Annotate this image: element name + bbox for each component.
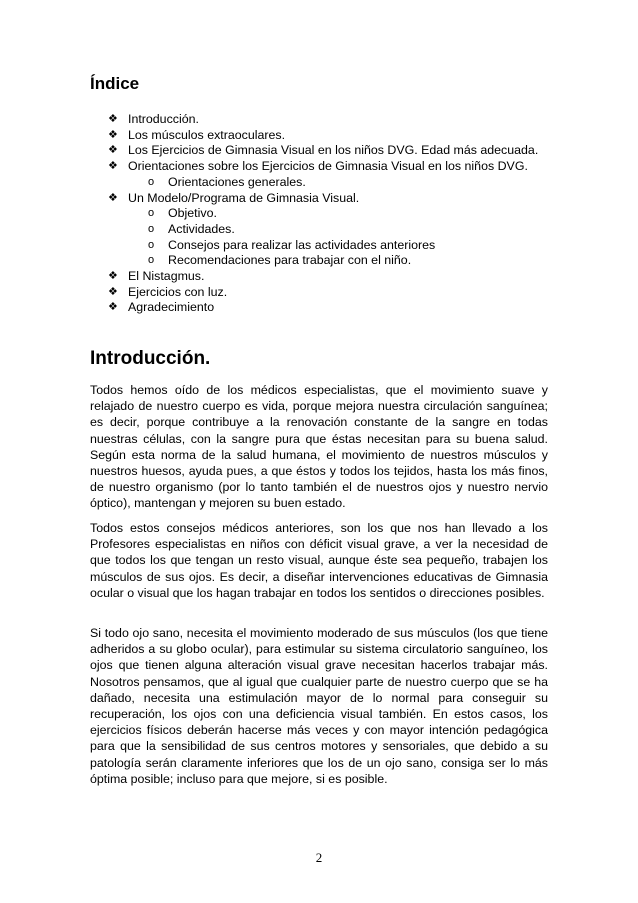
paragraph: Todos estos consejos médicos anteriores, son los que nos han llevado a los Profesores especialistas en niños con déficit visual grave, a ver la necesidad de que todos los que tengan un resto visual, aunque éste sea pequeño, trabajen los músculos de sus ojos. Es decir, a diseñar intervenciones educativas de Gimnasia ocular o visual que los hagan trabajar en todos los sentidos o direcciones posibles. [90, 521, 548, 600]
diamond-bullet-icon: ❖ [108, 191, 118, 204]
index-subitem [90, 238, 550, 254]
index-item [90, 300, 550, 316]
index-item-label: Objetivo. [168, 206, 217, 221]
index-subitem [90, 222, 550, 238]
index-item-label: Un Modelo/Programa de Gimnasia Visual. [128, 190, 360, 205]
diamond-bullet-icon: ❖ [108, 285, 118, 298]
index-item [90, 285, 550, 301]
index-item-label: Los Ejercicios de Gimnasia Visual en los niños DVG. Edad más adecuada. [128, 143, 539, 158]
circle-bullet-icon: o [148, 254, 155, 267]
diamond-bullet-icon: ❖ [108, 113, 118, 125]
index-item-label: Agradecimiento [128, 300, 215, 315]
index-item-label: Consejos para realizar las actividades anteriores [168, 237, 436, 252]
index-item-label: Actividades. [168, 221, 235, 236]
index-subitem [90, 253, 550, 269]
index-item-label: Orientaciones sobre los Ejercicios de Gimnasia Visual en los niños DVG. [128, 159, 528, 174]
index-title: Índice [90, 74, 140, 93]
paragraph: Si todo ojo sano, necesita el movimiento moderado de sus músculos (los que tiene adheridos a su globo ocular), para estimular su sistema circulatorio sanguíneo, los ojos que tienen alguna alteración visual grave necesitan hacerlos trabajar más. Nosotros pensamos, que al igual que cualquier parte de nuestro cuerpo que se ha dañado, necesita una estimulación mayor de lo normal para conseguir su recuperación, los ojos con una deficiencia visual también. En estos casos, los ejercicios físicos deberán hacerse más veces y con mayor intención pedagógica para que la sensibilidad de sus centros motores y sensoriales, que debido a su patología serán claramente inferiores que los de un ojo sano, consiga ser lo más óptima posible; incluso para que mejore, si es posible. [90, 626, 548, 786]
index-subitem [90, 175, 550, 191]
diamond-bullet-icon: ❖ [108, 270, 118, 283]
index-item [90, 112, 550, 128]
index-item-label: Los músculos extraoculares. [128, 127, 286, 142]
circle-bullet-icon: o [148, 175, 155, 188]
diamond-bullet-icon: ❖ [108, 128, 118, 141]
index-item-label: Recomendaciones para trabajar con el niño. [168, 253, 412, 268]
index-item [90, 159, 550, 175]
index-subitem [90, 206, 550, 222]
page-number: 2 [315, 850, 323, 865]
diamond-bullet-icon: ❖ [108, 144, 118, 157]
circle-bullet-icon: o [148, 207, 155, 220]
index-list [90, 112, 550, 316]
index-item-label: Introducción. [128, 112, 199, 126]
section-title: Introducción. [90, 348, 211, 369]
paragraph: Todos hemos oído de los médicos especialistas, que el movimiento suave y relajado de nuestro cuerpo es vida, porque mejora nuestra circulación sanguínea; es decir, porque contribuye a la renovación constante de la sangre en todas nuestras células, con la sangre pura que éstas necesitan para su buena salud. Según esta norma de la salud humana, el movimiento de nuestros músculos y nuestros huesos, ayuda pues, a que éstos y todos los tejidos, hasta los más finos, de nuestro organismo (por lo tanto también el de nuestros ojos y nuestro nervio óptico), mantengan y mejoren su buen estado. [90, 383, 548, 511]
circle-bullet-icon: o [148, 222, 155, 235]
circle-bullet-icon: o [148, 238, 155, 251]
diamond-bullet-icon: ❖ [108, 160, 118, 173]
index-item-label: El Nistagmus. [128, 269, 205, 284]
index-item-label: Ejercicios con luz. [128, 284, 228, 299]
index-item [90, 269, 550, 285]
index-item-label: Orientaciones generales. [168, 174, 306, 189]
diamond-bullet-icon: ❖ [108, 301, 118, 314]
index-item [90, 128, 550, 144]
index-item [90, 191, 550, 207]
index-item [90, 143, 550, 159]
